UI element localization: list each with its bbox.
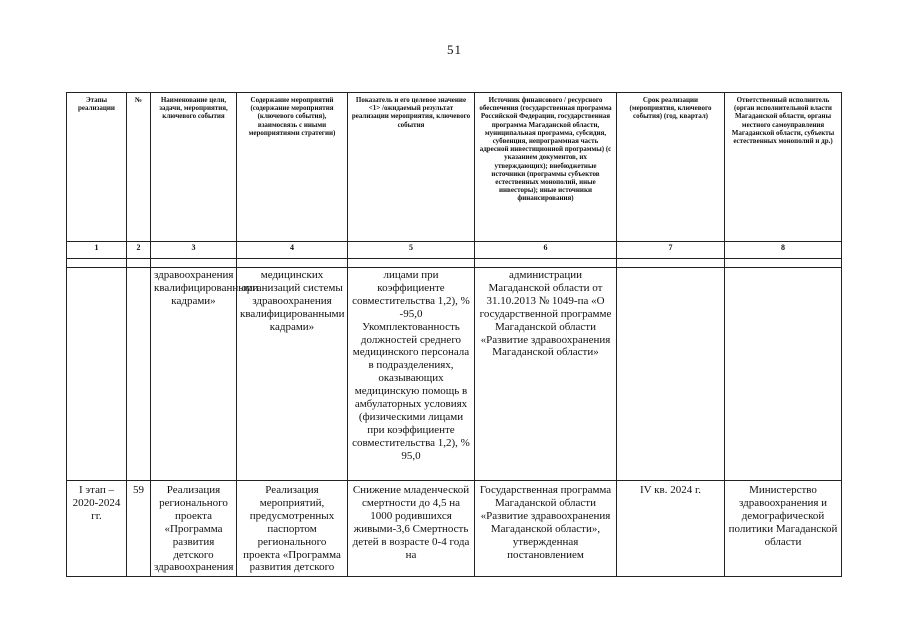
cell-source: администрации Магаданской области от 31.10.2013 № 1049-па «О государственной программе Магаданской области «Развитие здравоохранения Магаданской области»	[475, 268, 617, 481]
header-indicator: Показатель и его целевое значение <1> /ожидаемый результат реализации мероприятия, ключевого события	[348, 93, 475, 242]
cell-name: Реализация регионального проекта «Программа развития детского здравоохранения	[151, 481, 237, 577]
cell-indicator: Снижение младенческой смертности до 4,5 на 1000 родившихся живыми-3,6 Смертность детей в возрасте 0-4 года на	[348, 481, 475, 577]
header-executor: Ответственный исполнитель (орган исполнительной власти Магаданской области, органы местного самоуправления Магаданской области, субъекты естественных монополий и др.)	[725, 93, 842, 242]
page-number: 51	[447, 42, 462, 57]
header-source: Источник финансового / ресурсного обеспечения (государственная программа Российской Федерации, государственная программа Магаданской области, муниципальная программа, субсидия, субвенция, непрограммная часть адресной инвестиционной программы) (с указанием документов, их утверждающих); внебюджетные источники (программы субъектов естественных монополий, иные инвесторы); иные источники финансирования)	[475, 93, 617, 242]
cell-executor	[725, 268, 842, 481]
cell-executor: Министерство здравоохранения и демографической политики Магаданской области	[725, 481, 842, 577]
cell-source: Государственная программа Магаданской области «Развитие здравоохранения Магаданской области», утвержденная постановлением	[475, 481, 617, 577]
column-number: 6	[475, 242, 617, 259]
header-number: №	[127, 93, 151, 242]
cell-name: здравоохранения квалифицированными кадрами»	[151, 268, 237, 481]
header-stage: Этапы реализации	[67, 93, 127, 242]
column-number-row	[67, 242, 842, 259]
cell-content: медицинских организаций системы здравоохранения квалифицированными кадрами»	[237, 268, 348, 481]
header-term: Срок реализации (мероприятия, ключевого события) (год, квартал)	[617, 93, 725, 242]
column-number: 5	[348, 242, 475, 259]
column-number: 2	[127, 242, 151, 259]
column-number: 3	[151, 242, 237, 259]
cell-number: 59	[127, 481, 151, 577]
column-number: 1	[67, 242, 127, 259]
table-row	[67, 268, 842, 481]
cell-stage	[67, 268, 127, 481]
table-row	[67, 481, 842, 577]
cell-term	[617, 268, 725, 481]
cell-content: Реализация мероприятий, предусмотренных паспортом регионального проекта «Программа развития детского	[237, 481, 348, 577]
cell-stage: I этап – 2020-2024 гг.	[67, 481, 127, 577]
header-name: Наименование цели, задачи, мероприятия, ключевого события	[151, 93, 237, 242]
header-content: Содержание мероприятий (содержание мероприятия (ключевого события), взаимосвязь с иными мероприятиями стратегии)	[237, 93, 348, 242]
column-number: 4	[237, 242, 348, 259]
spacer-row	[67, 259, 842, 268]
column-number: 8	[725, 242, 842, 259]
header-row	[67, 93, 842, 242]
strategy-table	[66, 92, 842, 577]
cell-indicator: лицами при коэффициенте совместительства 1,2), % -95,0 Укомплектованность должностей среднего медицинского персонала в подразделениях, оказывающих медицинскую помощь в амбулаторных условиях (физическими лицами при коэффициенте совместительства 1,2), % 95,0	[348, 268, 475, 481]
cell-number	[127, 268, 151, 481]
column-number: 7	[617, 242, 725, 259]
cell-term: IV кв. 2024 г.	[617, 481, 725, 577]
